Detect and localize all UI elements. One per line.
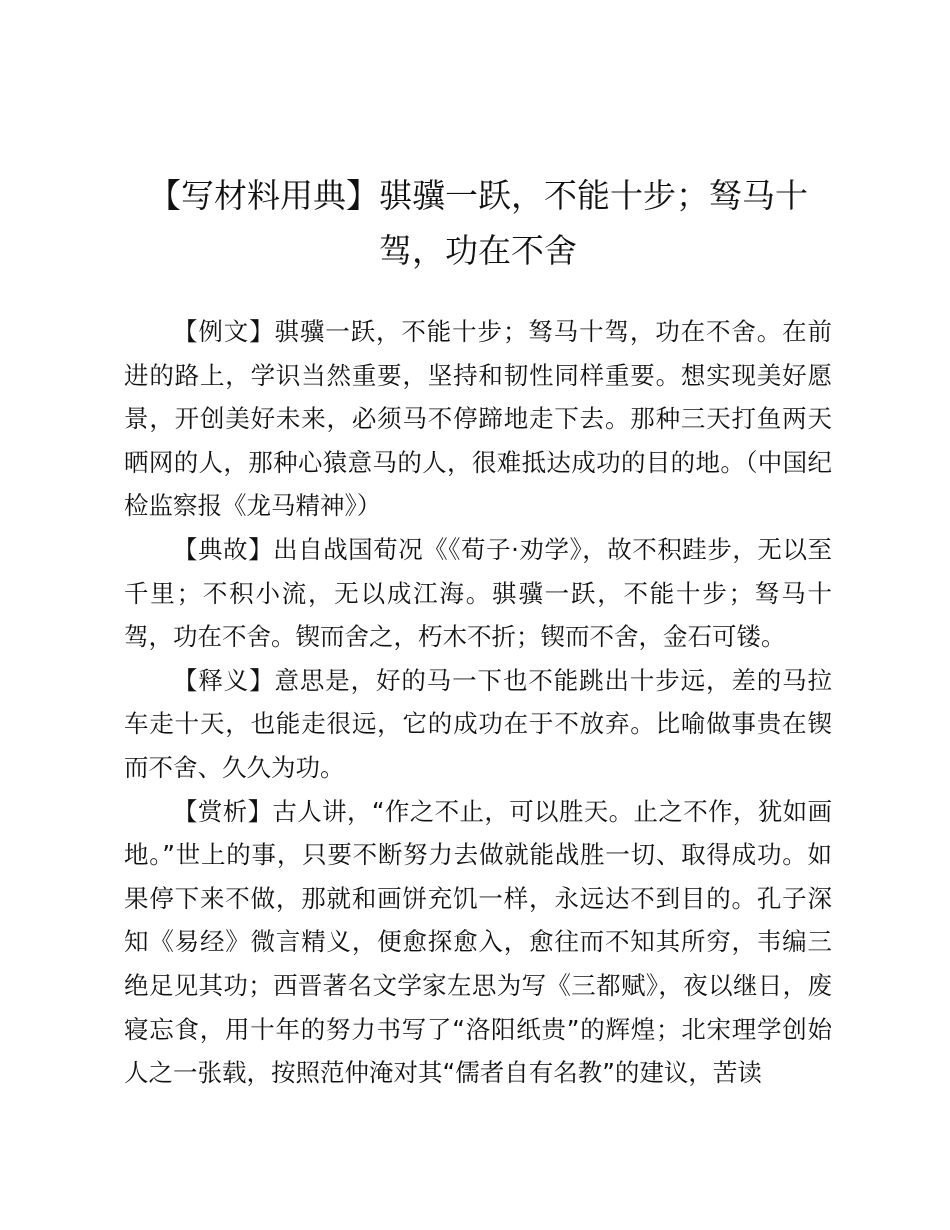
paragraph-allusion: 【典故】出自战国荀况《《荀子·劝学》，故不积跬步，无以至千里；不积小流，无以成江海。骐骥一跃，不能十步；驽马十驾，功在不舍。锲而舍之，朽木不折；锲而不舍，金石可镂。 [124, 534, 832, 652]
paragraph-meaning: 【释义】意思是，好的马一下也不能跳出十步远，差的马拉车走十天，也能走很远，它的成功在于不放弃。比喻做事贵在锲而不舍、久久为功。 [124, 665, 832, 782]
paragraph-appreciation: 【赏析】古人讲，“作之不止，可以胜天。止之不作，犹如画地。”世上的事，只要不断努力去做就能战胜一切、取得成功。如果停下来不做，那就和画饼充饥一样，永远达不到目的。孔子深知《易经》微言精义，便愈探愈入，愈往而不知其所穷，韦编三绝足见其功；西晋著名文学家左思为写《三都赋》，夜以继日，废寝忘食，用十年的努力书写了“洛阳纸贵”的辉煌；北宋理学创始人之一张载，按照范仲淹对其“儒者自有名教”的建议，苦读 [124, 796, 832, 1088]
paragraph-example: 【例文】骐骥一跃，不能十步；驽马十驾，功在不舍。在前进的路上，学识当然重要，坚持和韧性同样重要。想实现美好愿景，开创美好未来，必须马不停蹄地走下去。那种三天打鱼两天晒网的人，那种心猿意马的人，很难抵达成功的目的地。（中国纪检监察报《龙马精神》） [124, 317, 832, 521]
page-title: 【写材料用典】骐骥一跃，不能十步；驽马十驾，功在不舍 [148, 176, 808, 270]
